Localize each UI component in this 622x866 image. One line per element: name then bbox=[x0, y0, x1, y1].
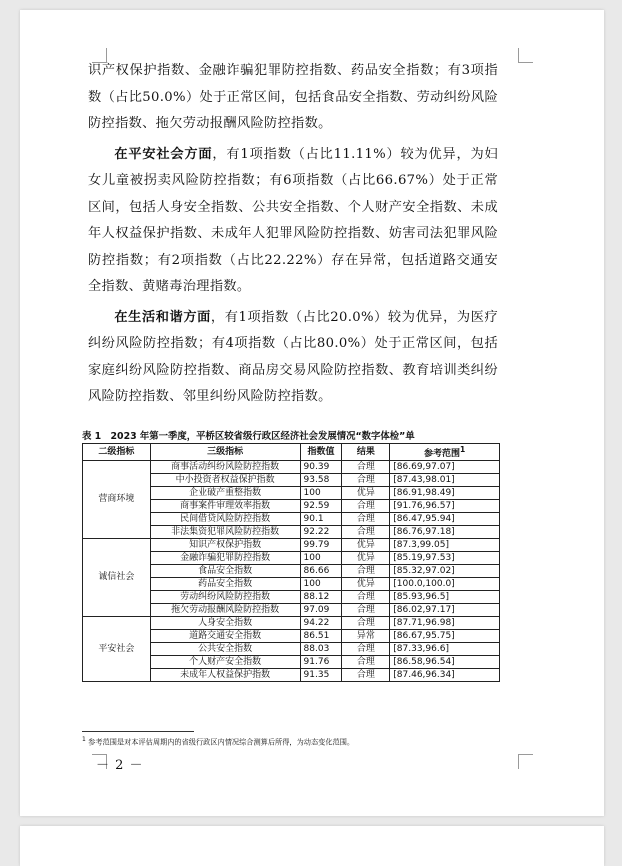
range-cell: [87.71,96.98] bbox=[390, 617, 500, 630]
range-cell: [86.76,97.18] bbox=[390, 526, 500, 539]
crop-mark-bottom-right bbox=[518, 754, 533, 769]
indicator-cell: 人身安全指数 bbox=[150, 617, 300, 630]
value-cell: 97.09 bbox=[300, 604, 342, 617]
result-cell: 合理 bbox=[342, 565, 390, 578]
table-row bbox=[83, 617, 500, 630]
value-cell: 100 bbox=[300, 578, 342, 591]
result-cell: 异常 bbox=[342, 630, 390, 643]
value-cell: 92.59 bbox=[300, 500, 342, 513]
result-cell: 合理 bbox=[342, 656, 390, 669]
paragraph-text: ，有1项指数（占比20.0%）较为优异，为医疗纠纷风险防控指数；有4项指数（占比80.0%）处于正常区间，包括家庭纠纷风险防控指数、商品房交易风险防控指数、教育培训类纠纷风险防控指数、邻里纠纷风险防控指数。 bbox=[88, 309, 498, 404]
paragraph-integrity-continued: 识产权保护指数、金融诈骗犯罪防控指数、药品安全指数；有3项指数（占比50.0%）处于正常区间，包括食品安全指数、劳动纠纷风险防控指数、拖欠劳动报酬风险防控指数。 bbox=[88, 63, 498, 131]
range-cell: [100.0,100.0] bbox=[390, 578, 500, 591]
value-cell: 88.03 bbox=[300, 643, 342, 656]
value-cell: 91.35 bbox=[300, 669, 342, 682]
value-cell: 100 bbox=[300, 487, 342, 500]
footnote-mark: 1 bbox=[82, 736, 86, 743]
header-value: 指数值 bbox=[300, 444, 342, 461]
value-cell: 90.1 bbox=[300, 513, 342, 526]
range-cell: [86.58,96.54] bbox=[390, 656, 500, 669]
header-range bbox=[390, 444, 500, 461]
table-row bbox=[83, 539, 500, 552]
result-cell: 合理 bbox=[342, 591, 390, 604]
paragraph-text: ，有1项指数（占比11.11%）较为优异，为妇女儿童被拐卖风险防控指数；有6项指数（占比66.67%）处于正常区间，包括人身安全指数、公共安全指数、个人财产安全指数、未成年人权益保护指数、未成年人犯罪风险防控指数、妨害司法犯罪风险防控指数；有2项指数（占比22.22%）存在异常，包括道路交通安全指数、黄赌毒治理指数。 bbox=[88, 146, 498, 294]
value-cell: 92.22 bbox=[300, 526, 342, 539]
footnote-text: 参考范围是对本评估周期内的省级行政区内情况综合测算后所得，为动态变化范围。 bbox=[88, 737, 355, 747]
indicator-cell: 中小投资者权益保护指数 bbox=[150, 474, 300, 487]
value-cell: 86.51 bbox=[300, 630, 342, 643]
indicator-cell: 企业破产重整指数 bbox=[150, 487, 300, 500]
result-cell: 优异 bbox=[342, 539, 390, 552]
page-number: － 2 － bbox=[96, 758, 144, 773]
range-cell: [85.32,97.02] bbox=[390, 565, 500, 578]
value-cell: 100 bbox=[300, 552, 342, 565]
header-indicator: 三级指标 bbox=[150, 444, 300, 461]
value-cell: 99.79 bbox=[300, 539, 342, 552]
range-cell: [87.43,98.01] bbox=[390, 474, 500, 487]
value-cell: 86.66 bbox=[300, 565, 342, 578]
result-cell: 合理 bbox=[342, 669, 390, 682]
result-cell: 合理 bbox=[342, 513, 390, 526]
indicator-cell: 金融诈骗犯罪防控指数 bbox=[150, 552, 300, 565]
result-cell: 优异 bbox=[342, 487, 390, 500]
indicator-cell: 道路交通安全指数 bbox=[150, 630, 300, 643]
table-row bbox=[83, 461, 500, 474]
header-range-label: 参考范围 bbox=[424, 449, 461, 459]
header-category: 二级指标 bbox=[83, 444, 151, 461]
result-cell: 合理 bbox=[342, 617, 390, 630]
range-cell: [87.3,99.05] bbox=[390, 539, 500, 552]
indicator-cell: 劳动纠纷风险防控指数 bbox=[150, 591, 300, 604]
indicator-cell: 药品安全指数 bbox=[150, 578, 300, 591]
category-cell: 平安社会 bbox=[83, 617, 151, 682]
range-cell: [86.67,95.75] bbox=[390, 630, 500, 643]
indicator-cell: 知识产权保护指数 bbox=[150, 539, 300, 552]
result-cell: 合理 bbox=[342, 604, 390, 617]
result-cell: 优异 bbox=[342, 552, 390, 565]
value-cell: 90.39 bbox=[300, 461, 342, 474]
result-cell: 合理 bbox=[342, 461, 390, 474]
value-cell: 88.12 bbox=[300, 591, 342, 604]
indicator-cell: 食品安全指数 bbox=[150, 565, 300, 578]
result-cell: 合理 bbox=[342, 643, 390, 656]
result-cell: 优异 bbox=[342, 578, 390, 591]
indicator-table bbox=[82, 443, 500, 682]
table-body bbox=[83, 461, 500, 682]
range-cell: [87.33,96.6] bbox=[390, 643, 500, 656]
indicator-cell: 民间借贷风险防控指数 bbox=[150, 513, 300, 526]
next-document-page bbox=[20, 826, 604, 866]
header-range-footnote-mark: 1 bbox=[460, 445, 466, 454]
value-cell: 94.22 bbox=[300, 617, 342, 630]
range-cell: [86.02,97.17] bbox=[390, 604, 500, 617]
indicator-cell: 未成年人权益保护指数 bbox=[150, 669, 300, 682]
paragraph-safe-society bbox=[88, 142, 498, 301]
paragraph-harmonious-life bbox=[88, 305, 498, 411]
crop-mark-top-right bbox=[518, 48, 533, 63]
range-cell: [91.76,96.57] bbox=[390, 500, 500, 513]
footnote-separator bbox=[82, 731, 194, 732]
table-caption: 表 1 2023 年第一季度，平桥区较省级行政区经济社会发展情况“数字体检”单 bbox=[82, 431, 415, 442]
value-cell: 91.76 bbox=[300, 656, 342, 669]
table-header-row bbox=[83, 444, 500, 461]
category-cell: 营商环境 bbox=[83, 461, 151, 539]
range-cell: [85.19,97.53] bbox=[390, 552, 500, 565]
indicator-cell: 非法集资犯罪风险防控指数 bbox=[150, 526, 300, 539]
result-cell: 合理 bbox=[342, 500, 390, 513]
category-cell: 诚信社会 bbox=[83, 539, 151, 617]
header-result: 结果 bbox=[342, 444, 390, 461]
body-text bbox=[88, 58, 498, 411]
paragraph-heading: 在平安社会方面 bbox=[114, 146, 213, 162]
indicator-cell: 公共安全指数 bbox=[150, 643, 300, 656]
indicator-cell: 拖欠劳动报酬风险防控指数 bbox=[150, 604, 300, 617]
range-cell: [87.46,96.34] bbox=[390, 669, 500, 682]
value-cell: 93.58 bbox=[300, 474, 342, 487]
range-cell: [86.69,97.07] bbox=[390, 461, 500, 474]
range-cell: [86.47,95.94] bbox=[390, 513, 500, 526]
result-cell: 合理 bbox=[342, 526, 390, 539]
paragraph-heading: 在生活和谐方面 bbox=[114, 309, 211, 325]
indicator-cell: 个人财产安全指数 bbox=[150, 656, 300, 669]
range-cell: [86.91,98.49] bbox=[390, 487, 500, 500]
indicator-cell: 商事案件审理效率指数 bbox=[150, 500, 300, 513]
footnote bbox=[82, 736, 502, 747]
range-cell: [85.93,96.5] bbox=[390, 591, 500, 604]
result-cell: 合理 bbox=[342, 474, 390, 487]
indicator-cell: 商事活动纠纷风险防控指数 bbox=[150, 461, 300, 474]
